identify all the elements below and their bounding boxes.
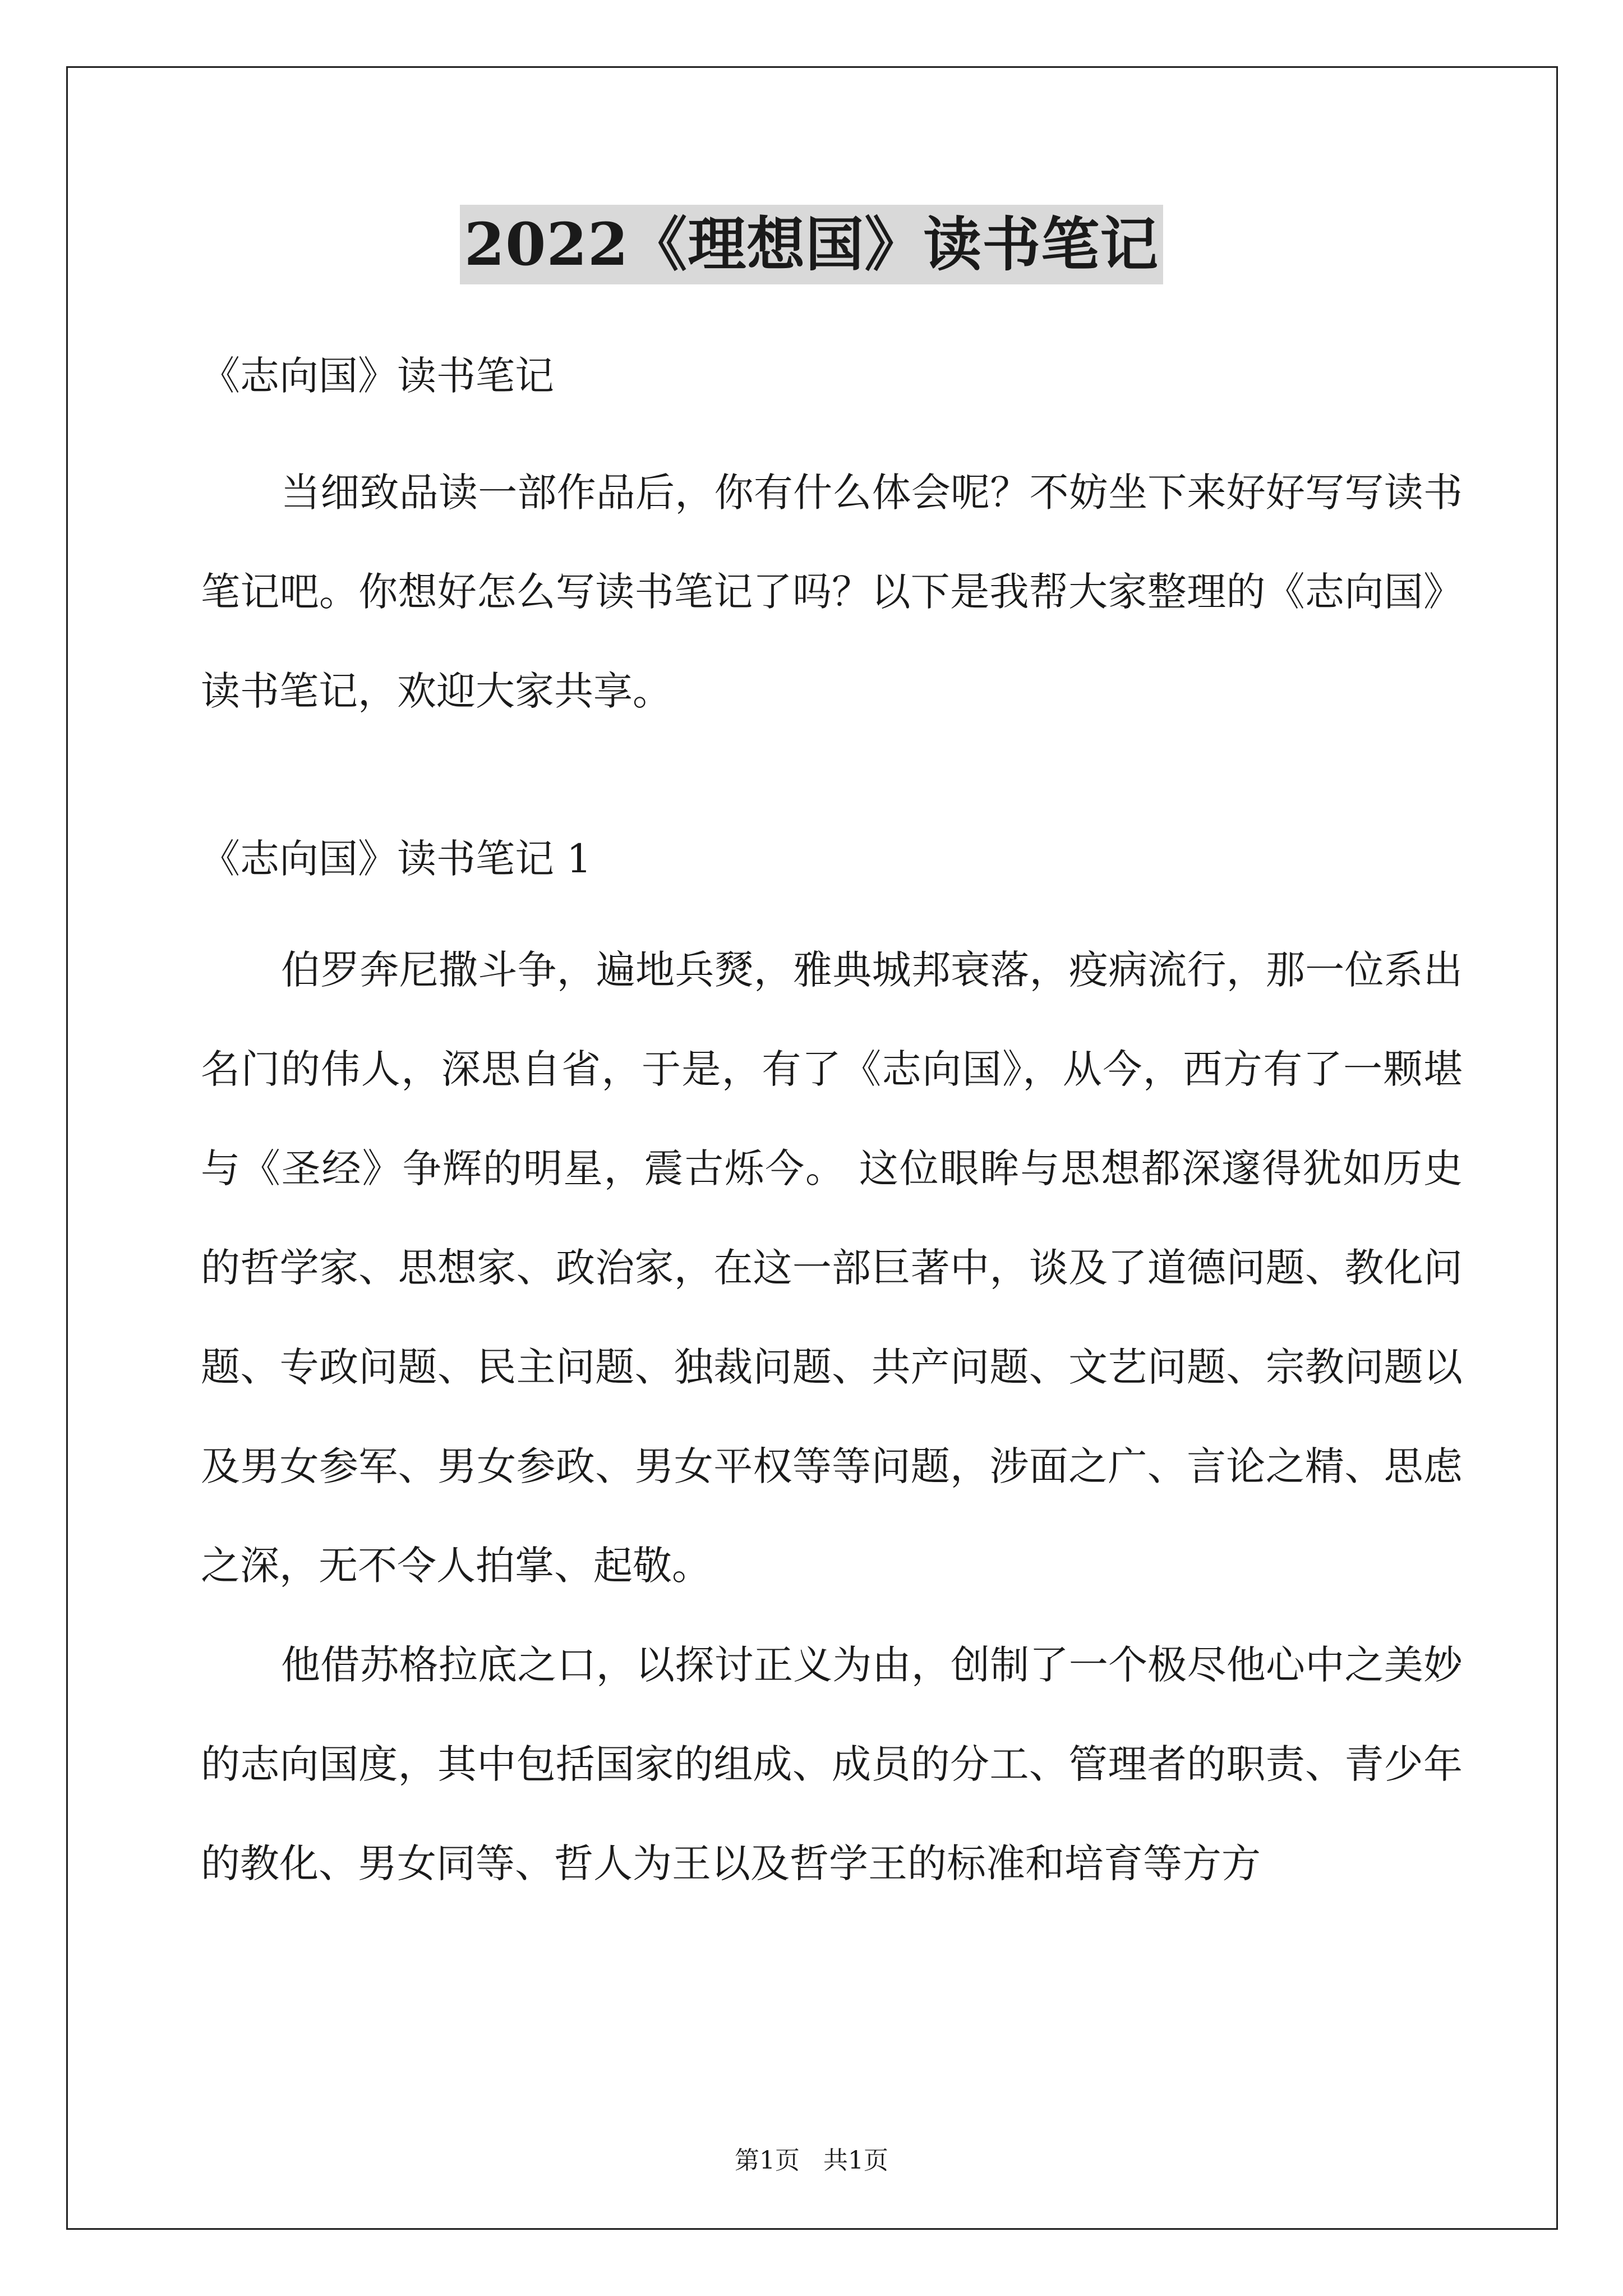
note1-paragraph-1: 伯罗奔尼撒斗争，遍地兵燹，雅典城邦衰落，疫病流行，那一位系出名门的伟人，深思自省，于是，有了《志向国》，从今，西方有了一颗堪与《圣经》争辉的明星，震古烁今。 这位眼眸与思想都深邃得犹如历史的哲学家、思想家、政治家，在这一部巨著中，谈及了道德问题、教化问题、专政问题、民主问题、独裁问题、共产问题、文艺问题、宗教问题以及男女参军、男女参政、男女平权等等问题，涉面之广、言论之精、思虑之深，无不令人拍掌、起敬。 [201, 947, 1463, 1589]
document-title: 2022《理想国》读书笔记 [460, 205, 1163, 284]
page-number-current: 第1页 [735, 2146, 800, 2175]
intro-paragraph: 当细致品读一部作品后，你有什么体会呢？不妨坐下来好好写写读书笔记吧。你想好怎么写读书笔记了吗？以下是我帮大家整理的《志向国》读书笔记，欢迎大家共享。 [201, 470, 1463, 714]
note1-heading: 《志向国》读书笔记 1 [201, 836, 592, 882]
document-body [201, 342, 1463, 1913]
title-container [0, 205, 1623, 284]
note1-paragraph-2: 他借苏格拉底之口，以探讨正义为由，创制了一个极尽他心中之美妙的志向国度，其中包括国家的组成、成员的分工、管理者的职责、青少年的教化、男女同等、哲人为王以及哲学王的标准和培育等方方 [201, 1642, 1463, 1887]
page-number-total: 共1页 [823, 2146, 888, 2175]
section-heading: 《志向国》读书笔记 [201, 353, 554, 399]
page-footer [0, 2144, 1623, 2178]
